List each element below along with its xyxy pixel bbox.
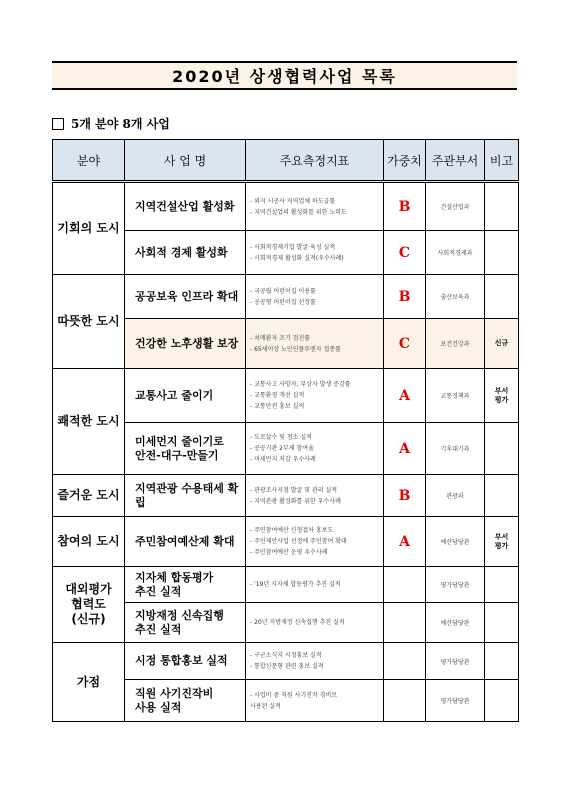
indicator-item: - 구군소식지 시정홍보 실적 bbox=[250, 652, 322, 659]
header-project: 사 업 명 bbox=[125, 140, 246, 182]
project-table bbox=[52, 139, 519, 722]
project-name-cell: 지역건설산업 활성화 bbox=[125, 182, 246, 231]
indicator-item: - 교통환경 개선 실적 bbox=[250, 392, 305, 399]
note-cell bbox=[485, 275, 519, 319]
note-cell bbox=[485, 182, 519, 231]
note-cell: 부서 평가 bbox=[485, 517, 519, 567]
indicator-item: 사용된 실적 bbox=[250, 702, 281, 710]
project-name-cell: 주민참여예산제 확대 bbox=[125, 517, 246, 567]
table-row bbox=[53, 275, 519, 319]
weight-cell: A bbox=[384, 423, 426, 475]
project-name-cell: 지방재정 신속집행 추진 실적 bbox=[125, 603, 246, 643]
field-cell: 쾌적한 도시 bbox=[53, 369, 125, 475]
note-cell: 부서 평가 bbox=[485, 369, 519, 423]
dept-cell: 평가담당관 bbox=[426, 567, 485, 603]
weight-cell bbox=[384, 567, 426, 603]
indicators-cell bbox=[246, 231, 384, 275]
field-cell: 즐거운 도시 bbox=[53, 475, 125, 517]
checkbox-square-icon bbox=[52, 118, 64, 130]
indicators-cell bbox=[246, 475, 384, 517]
indicator-item: - 사회적경제 활성화 실적(우수사례) bbox=[250, 254, 344, 262]
indicator-item: - 주민제안사업 선정에 주민참여 확대 bbox=[250, 538, 347, 545]
indicator-item: - 20년 지방재정 신속집행 추진 실적 bbox=[250, 619, 345, 626]
weight-cell: B bbox=[384, 275, 426, 319]
dept-cell: 평가담당관 bbox=[426, 643, 485, 680]
header-indicators: 주요측정지표 bbox=[246, 140, 384, 182]
weight-cell: A bbox=[384, 517, 426, 567]
table-row bbox=[53, 475, 519, 517]
weight-cell: B bbox=[384, 475, 426, 517]
field-cell: 가점 bbox=[53, 643, 125, 722]
weight-cell bbox=[384, 680, 426, 722]
table-body bbox=[53, 182, 519, 722]
indicators-cell bbox=[246, 369, 384, 423]
indicator-item: - 65세이상 노인인플루엔자 접종률 bbox=[250, 345, 341, 353]
weight-cell bbox=[384, 603, 426, 643]
dept-cell: 관광과 bbox=[426, 475, 485, 517]
note-cell bbox=[485, 643, 519, 680]
indicator-item: - 지역관광 활성화를 위한 우수사례 bbox=[250, 497, 341, 505]
dept-cell: 평가담당관 bbox=[426, 680, 485, 722]
header-weight: 가중치 bbox=[384, 140, 426, 182]
note-cell bbox=[485, 231, 519, 275]
weight-cell: B bbox=[384, 182, 426, 231]
dept-cell: 건설산업과 bbox=[426, 182, 485, 231]
section-heading-text: 5개 분야 8개 사업 bbox=[71, 117, 170, 131]
table-row bbox=[53, 369, 519, 423]
dept-cell: 기후대기과 bbox=[426, 423, 485, 475]
dept-cell: 출산보육과 bbox=[426, 275, 485, 319]
note-cell bbox=[485, 423, 519, 475]
weight-cell: C bbox=[384, 319, 426, 369]
indicators-cell bbox=[246, 275, 384, 319]
indicators-cell bbox=[246, 567, 384, 603]
note-cell bbox=[485, 567, 519, 603]
indicator-item: - 통합신문형 관련 홍보 실적 bbox=[250, 663, 324, 670]
indicators-cell bbox=[246, 423, 384, 475]
dept-cell: 사회적경제과 bbox=[426, 231, 485, 275]
dept-cell: 예산담당관 bbox=[426, 603, 485, 643]
indicators-cell bbox=[246, 603, 384, 643]
indicator-item: - 지역건설업의 활성화를 위한 노력도 bbox=[250, 208, 347, 216]
weight-cell: C bbox=[384, 231, 426, 275]
dept-cell: 예산담당관 bbox=[426, 517, 485, 567]
project-name-cell: 지역관광 수용태세 확립 bbox=[125, 475, 246, 517]
indicator-item: - 공공기관 2부제 참여율 bbox=[250, 445, 314, 452]
weight-cell bbox=[384, 643, 426, 680]
project-name-cell: 시정 통합홍보 실적 bbox=[125, 643, 246, 680]
note-cell: 신규 bbox=[485, 319, 519, 369]
field-cell: 기회의 도시 bbox=[53, 182, 125, 275]
indicator-item: - 외지 시공사 지역업체 하도급률 bbox=[250, 197, 336, 205]
project-name-cell: 교통사고 줄이기 bbox=[125, 369, 246, 423]
note-cell bbox=[485, 475, 519, 517]
note-cell bbox=[485, 680, 519, 722]
indicators-cell bbox=[246, 643, 384, 680]
field-cell: 참여의 도시 bbox=[53, 517, 125, 567]
indicator-item: - 주민참여예산 신청절차 홍보도 bbox=[250, 527, 334, 534]
section-heading bbox=[52, 115, 170, 132]
project-name-cell: 사회적 경제 활성화 bbox=[125, 231, 246, 275]
dept-cell: 보건건강과 bbox=[426, 319, 485, 369]
indicator-item: - 교통안전 홍보 실적 bbox=[250, 403, 305, 410]
indicators-cell bbox=[246, 319, 384, 369]
indicators-cell bbox=[246, 680, 384, 722]
table-row bbox=[53, 643, 519, 680]
indicator-item: - 사업비 중 직원 사기진작 경비로 bbox=[250, 691, 338, 699]
indicator-item: - '19년 지자체 합동평가 추진 실적 bbox=[250, 581, 341, 588]
project-name-cell: 지자체 합동평가 추진 실적 bbox=[125, 567, 246, 603]
dept-cell: 교통정책과 bbox=[426, 369, 485, 423]
weight-cell: A bbox=[384, 369, 426, 423]
indicator-item: - 미세먼지 저감 우수사례 bbox=[250, 456, 316, 463]
project-name-cell: 건강한 노후생활 보장 bbox=[125, 319, 246, 369]
note-cell bbox=[485, 603, 519, 643]
indicator-item: - 관광조사지점 발굴 및 관리 실적 bbox=[250, 486, 338, 494]
table-row bbox=[53, 182, 519, 231]
project-name-cell: 직원 사기진작비 사용 실적 bbox=[125, 680, 246, 722]
indicator-item: - 사회적경제기업 발굴·육성 실적 bbox=[250, 243, 336, 251]
document-title: 2020년 상생협력사업 목록 bbox=[172, 67, 397, 86]
header-field: 분야 bbox=[53, 140, 125, 182]
indicator-item: - 주민참여예산 운영 우수사례 bbox=[250, 549, 328, 556]
indicators-cell bbox=[246, 182, 384, 231]
indicator-item: - 치매환자 조기 검진률 bbox=[250, 334, 311, 342]
field-cell: 대외평가 협력도 (신규) bbox=[53, 567, 125, 643]
indicators-cell bbox=[246, 517, 384, 567]
table-row bbox=[53, 567, 519, 603]
indicator-item: - 국공립 어린이집 이용률 bbox=[250, 287, 316, 295]
header-note: 비고 bbox=[485, 140, 519, 182]
indicator-item: - 교통사고 사망자, 부상자 발생 증감률 bbox=[250, 381, 351, 388]
field-cell: 따뜻한 도시 bbox=[53, 275, 125, 369]
table-row bbox=[53, 517, 519, 567]
document-title-banner bbox=[52, 61, 517, 90]
indicator-item: - 공공형 어린이집 선정률 bbox=[250, 298, 316, 306]
indicator-item: - 도로살수 및 청소 실적 bbox=[250, 434, 312, 441]
table-header-row bbox=[53, 140, 519, 182]
project-name-cell: 미세먼지 줄이기로 안전-대구-만들기 bbox=[125, 423, 246, 475]
header-dept: 주관부서 bbox=[426, 140, 485, 182]
project-name-cell: 공공보육 인프라 확대 bbox=[125, 275, 246, 319]
